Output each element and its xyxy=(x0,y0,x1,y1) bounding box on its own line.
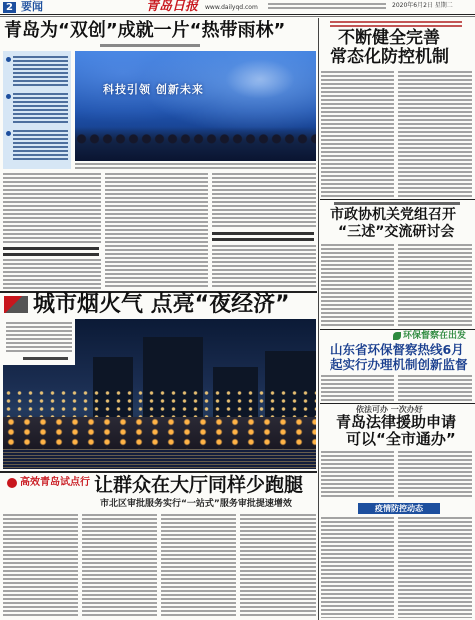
cppcc-headline-line1: 市政协机关党组召开 xyxy=(330,207,456,223)
covid-news-bar: 疫情防控动态 xyxy=(358,503,440,514)
bullet-dot xyxy=(6,57,11,62)
series-label: 高效青岛试点行 xyxy=(20,477,90,488)
lead-body-col1 xyxy=(3,173,101,245)
night-economy-headline: 城市烟火气 点亮“夜经济” xyxy=(33,292,290,317)
leaf-icon xyxy=(393,332,401,340)
lead-headline: 青岛为“双创”成就一片“热带雨林” xyxy=(4,20,286,41)
photo-credit xyxy=(23,357,68,360)
covid-body-col2 xyxy=(398,517,472,618)
photo-lights xyxy=(3,389,316,419)
bottom-body-col3 xyxy=(161,514,236,618)
lead-byline xyxy=(100,44,200,47)
lead-highlights-box xyxy=(3,51,71,169)
lead-photo-caption xyxy=(75,163,316,169)
lead-subhead xyxy=(3,247,99,257)
page-number: 2 xyxy=(3,2,16,13)
photo-street xyxy=(3,417,316,449)
env-body-col1 xyxy=(321,375,394,402)
highlight-item xyxy=(13,93,68,125)
caption-text xyxy=(6,322,72,352)
bottom-body-col1 xyxy=(3,514,78,618)
epidemic-kicker xyxy=(330,21,462,27)
env-body-col2 xyxy=(398,375,472,402)
covid-body-col1 xyxy=(321,517,394,618)
lead-body-col2 xyxy=(105,173,208,289)
newspaper-logo: 青岛日报 xyxy=(146,0,199,14)
photo-crowd xyxy=(75,127,316,161)
story-rule xyxy=(320,403,475,404)
photo-banner-text: 科技引领 创新未来 xyxy=(103,83,204,96)
story-rule xyxy=(320,199,475,200)
section-name: 要闻 xyxy=(21,0,43,13)
cppcc-body-col1 xyxy=(321,244,394,328)
highlight-item xyxy=(13,130,68,162)
issue-date: 2020年6月2日 星期二 xyxy=(392,2,453,9)
legal-body-col1 xyxy=(321,451,394,499)
cppcc-kicker xyxy=(334,202,460,205)
story-rule xyxy=(320,329,475,330)
photo-feature-icon xyxy=(4,296,28,313)
epidemic-body-col2 xyxy=(398,71,472,197)
cppcc-body-col2 xyxy=(398,244,472,328)
masthead-rule-thin xyxy=(0,16,475,17)
editor-credits xyxy=(268,3,386,11)
night-photo-caption xyxy=(3,319,75,365)
bullet-dot xyxy=(6,94,11,99)
lead-photo xyxy=(75,51,316,161)
bottom-body-col2 xyxy=(82,514,157,618)
legal-body-col2 xyxy=(398,451,472,499)
photo-water xyxy=(3,449,316,469)
bottom-subhead: 市北区审批服务实行“一站式”服务审批提速增效 xyxy=(100,499,292,509)
env-section-label: 环保督察在出发 xyxy=(403,331,467,341)
lead-body-col3 xyxy=(212,173,316,229)
section-rule xyxy=(0,471,317,473)
masthead-rule xyxy=(0,14,475,15)
env-headline-line1: 山东省环保督察热线6月 xyxy=(330,342,464,357)
legal-headline-line1: 青岛法律援助申请 xyxy=(336,413,457,431)
lead-body-col3b xyxy=(212,245,316,289)
bottom-headline: 让群众在大厅同样少跑腿 xyxy=(94,474,304,496)
epidemic-headline-line1: 不断健全完善 xyxy=(338,28,440,48)
lead-body-col1b xyxy=(3,259,101,289)
epidemic-headline-line2: 常态化防控机制 xyxy=(330,47,449,67)
website-url: www.dailyqd.com xyxy=(205,4,258,11)
lead-subhead xyxy=(212,232,314,242)
env-headline-line2: 起实行办理机制创新监督 xyxy=(330,357,468,372)
bullet-dot xyxy=(6,131,11,136)
column-divider xyxy=(318,18,319,620)
series-logo-icon xyxy=(7,478,17,488)
highlight-item xyxy=(13,56,68,88)
legal-headline-line2: 可以“全市通办” xyxy=(346,430,456,448)
epidemic-body-col1 xyxy=(321,71,394,197)
legal-kicker: 依法可办 一次办好 xyxy=(356,405,423,414)
bottom-body-col4 xyxy=(240,514,316,618)
cppcc-headline-line2: “三述”交流研讨会 xyxy=(338,224,455,240)
stage-light xyxy=(225,59,295,99)
